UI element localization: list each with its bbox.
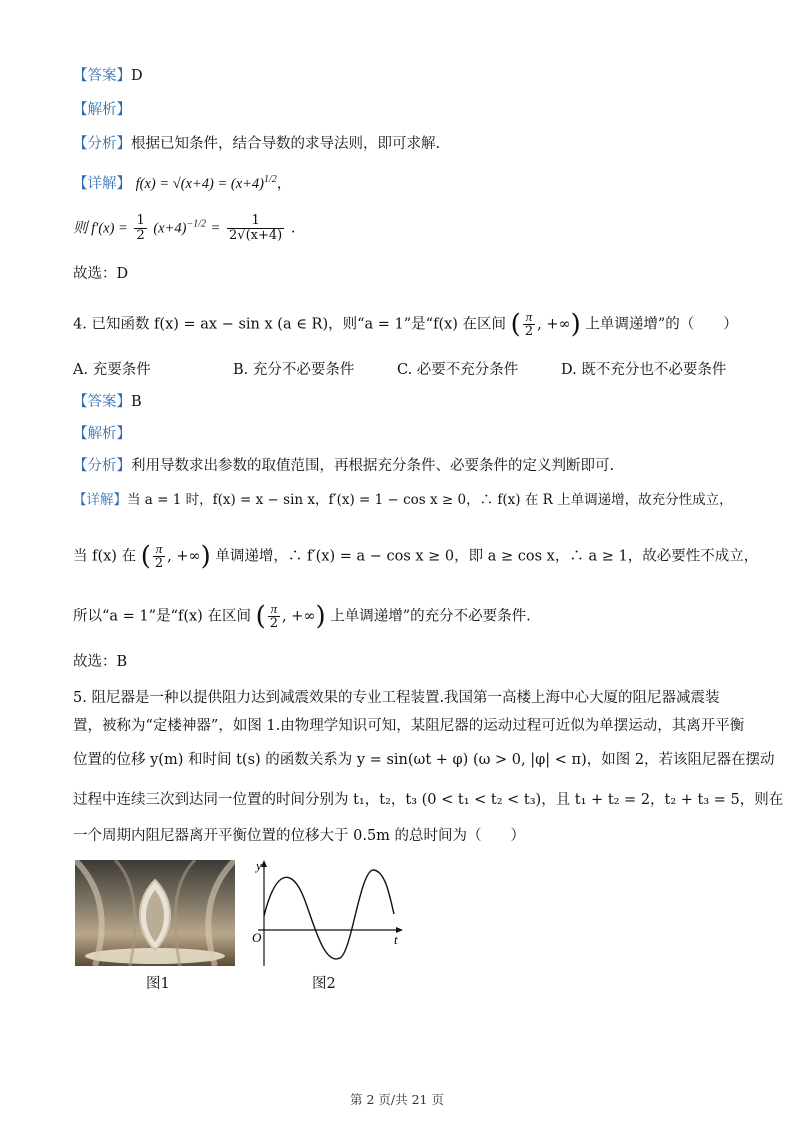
q4-detail2: 当 f(x) 在 ( $\frac{\pi}{2}$ , +∞) 单调递增，∴ f′(x) = a − cos x ≥ 0，即 a ≥ cos x，∴ a ≥ 1，故必要性不成立， xyxy=(73,541,759,572)
q4-answer-line xyxy=(73,392,142,412)
formula-step2-prefix: 则 f′(x) = xyxy=(73,220,128,237)
fig2-caption: 图2 xyxy=(312,976,336,992)
xiangjie-tag: 【详解】 xyxy=(73,175,131,192)
q4-conclusion: 故选：B xyxy=(73,654,128,670)
q4-stem-b: 上单调递增”的（ ） xyxy=(585,316,738,333)
fig1-caption: 图1 xyxy=(146,976,170,992)
option-c[interactable]: C. 必要不充分条件 xyxy=(397,362,519,378)
q4-detail1 xyxy=(73,490,733,510)
axis-label-y: y xyxy=(256,858,262,873)
page-footer: 第 2 页/共 21 页 xyxy=(350,1092,444,1107)
option-d[interactable]: D. 既不充分也不必要条件 xyxy=(561,362,727,378)
answer-value: D xyxy=(131,68,143,84)
fraction-half: $\frac{1}{2}$ xyxy=(136,213,145,243)
interval-fraction: $\frac{\pi}{2}$ xyxy=(154,541,164,571)
formula-step2-mid: (x+4) xyxy=(153,220,187,237)
detail2-b: 单调递增，∴ f′(x) = a − cos x ≥ 0，即 a ≥ cos x，∴ a ≥ 1，故必要性不成立， xyxy=(215,548,759,565)
q5-line5: 一个周期内阻尼器离开平衡位置的位移大于 0.5m 的总时间为（ ） xyxy=(73,828,526,844)
formula-step2-eq: = xyxy=(210,220,221,237)
q4-detail3: 所以“a = 1”是“f(x) 在区间 ( $\frac{\pi}{2}$ , +∞) 上单调递增”的充分不必要条件. xyxy=(73,601,531,632)
origin-label: O xyxy=(252,930,262,945)
xiangjie-tag: 【详解】 xyxy=(73,492,127,508)
q3-step2-line xyxy=(73,214,295,243)
analysis-tag: 【解析】 xyxy=(73,102,131,118)
q3-answer-line xyxy=(73,66,143,86)
fenxi-text: 利用导数求出参数的取值范围，再根据充分条件、必要条件的定义判断即可. xyxy=(131,458,615,474)
formula-step2-exponent: −1/2 xyxy=(186,218,206,230)
formula-step2-tail: . xyxy=(290,220,296,237)
analysis-tag: 【解析】 xyxy=(73,426,131,442)
formula-exponent: 1/2 xyxy=(264,174,277,185)
option-b[interactable]: B. 充分不必要条件 xyxy=(233,362,355,378)
q3-fenxi-line xyxy=(73,134,440,154)
q4-fenxi-line xyxy=(73,456,614,476)
interval-tail: , +∞ xyxy=(167,548,201,565)
q4-stem: 4. 已知函数 f(x) = ax − sin x (a ∈ R)，则“a = 1”是“f(x) 在区间 ( $\frac{\pi}{2}$ , +∞) 上单调递增”的（ ） xyxy=(73,309,738,340)
q5-line1: 5. 阻尼器是一种以提供阻力达到减震效果的专业工程装置.我国第一高楼上海中心大厦的阻尼器减震装 xyxy=(73,690,720,706)
detail3-a: 所以“a = 1”是“f(x) 在区间 xyxy=(73,608,251,625)
option-a[interactable]: A. 充要条件 xyxy=(73,362,151,378)
damper-photo xyxy=(75,860,235,966)
detail1-text: 当 a = 1 时，f(x) = x − sin x，f′(x) = 1 − cos x ≥ 0，∴ f(x) 在 R 上单调递增，故充分性成立， xyxy=(127,492,733,508)
answer-tag: 【答案】 xyxy=(73,394,131,410)
q4-stem-a: 4. 已知函数 f(x) = ax − sin x (a ∈ R)，则“a = 1”是“f(x) 在区间 xyxy=(73,316,507,333)
q5-line2: 置，被称为“定楼神器”，如图 1.由物理学知识可知，某阻尼器的运动过程可近似为单摆运动，其离开平衡 xyxy=(73,718,745,734)
detail3-b: 上单调递增”的充分不必要条件. xyxy=(330,608,531,625)
fraction-result: $\frac{1}{2√(x+4)}$ xyxy=(229,213,283,243)
detail2-a: 当 f(x) 在 xyxy=(73,548,137,565)
interval-fraction: $\frac{\pi}{2}$ xyxy=(524,309,534,339)
fenxi-tag: 【分析】 xyxy=(73,458,131,474)
q3-conclusion: 故选：D xyxy=(73,266,129,282)
sine-graph xyxy=(248,858,408,970)
answer-value: B xyxy=(131,394,142,410)
interval-tail: , +∞ xyxy=(537,316,571,333)
fenxi-text: 根据已知条件，结合导数的求导法则，即可求解. xyxy=(131,136,441,152)
q3-step1-line: 【详解】 $f(x) = √(x+4) = (x+4)^{1/2}$， xyxy=(73,174,292,192)
y-axis-arrow xyxy=(261,860,267,867)
sine-curve xyxy=(264,870,394,959)
q5-line3: 位置的位移 y(m) 和时间 t(s) 的函数关系为 y = sin(ωt + φ) (ω > 0, |φ| < π)，如图 2，若该阻尼器在摆动 xyxy=(73,752,775,768)
formula-step1: f(x) = √(x+4) = (x+4) xyxy=(135,175,265,192)
fenxi-tag: 【分析】 xyxy=(73,136,131,152)
interval-tail: , +∞ xyxy=(282,608,316,625)
q5-line4: 过程中连续三次到达同一位置的时间分别为 t₁，t₂，t₃ (0 < t₁ < t₂ < t₃)，且 t₁ + t₂ = 2，t₂ + t₃ = 5，则在 xyxy=(73,792,784,808)
axis-label-t: t xyxy=(394,932,398,947)
interval-fraction: $\frac{\pi}{2}$ xyxy=(269,601,278,631)
answer-tag: 【答案】 xyxy=(73,68,131,84)
